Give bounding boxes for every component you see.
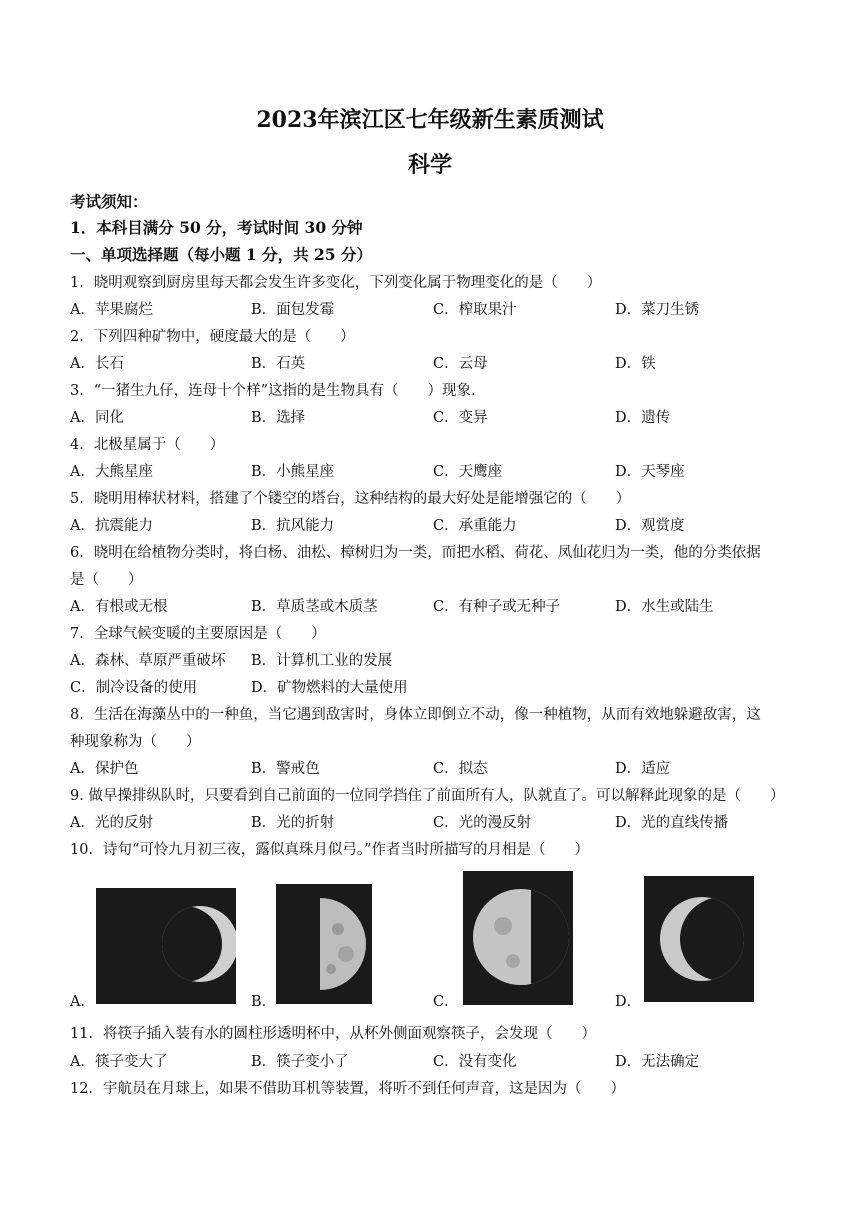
q1-option-b[interactable]: B．面包发霉 (251, 302, 335, 318)
question-8: 8．生活在海藻丛中的一种鱼，当它遇到敌害时，身体立即倒立不动，像一种植物，从而有效地躲避敌害，这 (70, 707, 761, 723)
q4-option-a[interactable]: A．大熊星座 (70, 464, 153, 480)
q5-option-a[interactable]: A．抗震能力 (70, 518, 153, 534)
question-8-cont: 种现象称为（ ） (70, 734, 201, 750)
q1-option-c[interactable]: C．榨取果汁 (433, 302, 517, 318)
q5-option-d[interactable]: D．观赏度 (615, 518, 685, 534)
q5-option-c[interactable]: C．承重能力 (433, 518, 517, 534)
q1-option-a[interactable]: A．苹果腐烂 (70, 302, 153, 318)
q6-option-a[interactable]: A．有根或无根 (70, 599, 168, 615)
q3-option-c[interactable]: C．变异 (433, 410, 488, 426)
q9-option-c[interactable]: C．光的漫反射 (433, 815, 532, 831)
q7-option-b[interactable]: B．计算机工业的发展 (251, 653, 393, 669)
q8-option-c[interactable]: C．拟态 (433, 761, 488, 777)
q9-option-b[interactable]: B．光的折射 (251, 815, 335, 831)
question-10: 10．诗句“可怜九月初三夜，露似真珠月似弓。”作者当时所描写的月相是（ ） (70, 842, 590, 858)
q10-option-a[interactable]: A． (70, 994, 95, 1010)
q10-option-d[interactable]: D． (615, 994, 642, 1010)
question-4: 4．北极星属于（ ） (70, 437, 225, 453)
gibbous-left-icon[interactable] (463, 871, 573, 1005)
question-11: 11．将筷子插入装有水的圆柱形透明杯中，从杯外侧面观察筷子，会发现（ ） (70, 1026, 596, 1042)
q4-option-b[interactable]: B．小熊星座 (251, 464, 335, 480)
q7-option-c[interactable]: C．制冷设备的使用 (70, 680, 198, 696)
notice-1: 1．本科目满分 50 分，考试时间 30 分钟 (70, 218, 363, 237)
q10-option-c[interactable]: C． (433, 994, 459, 1010)
question-6: 6．晓明在给植物分类时，将白杨、油松、樟树归为一类，而把水稻、荷花、凤仙花归为一类，他的分类依据 (70, 545, 761, 561)
q11-option-b[interactable]: B．筷子变小了 (251, 1054, 349, 1070)
q6-option-c[interactable]: C．有种子或无种子 (433, 599, 561, 615)
q4-option-c[interactable]: C．天鹰座 (433, 464, 503, 480)
thin-crescent-right-icon[interactable] (96, 888, 236, 1004)
q6-option-b[interactable]: B．草质茎或木质茎 (251, 599, 378, 615)
q9-option-d[interactable]: D．光的直线传播 (615, 815, 729, 831)
q4-option-d[interactable]: D．天琴座 (615, 464, 685, 480)
question-9: 9. 做早操排纵队时，只要看到自己前面的一位同学挡住了前面所有人，队就直了。可以解释此现象的是（ ） (70, 788, 785, 804)
q7-option-d[interactable]: D．矿物燃料的大量使用 (251, 680, 408, 696)
q8-option-b[interactable]: B．警戒色 (251, 761, 320, 777)
question-5: 5．晓明用棒状材料，搭建了个镂空的塔台，这种结构的最大好处是能增强它的（ ） (70, 491, 631, 507)
q2-option-b[interactable]: B．石英 (251, 356, 306, 372)
q7-option-a[interactable]: A．森林、草原严重破坏 (70, 653, 226, 669)
q11-option-a[interactable]: A．筷子变大了 (70, 1054, 168, 1070)
question-3: 3．“一猪生九仔，连母十个样”这指的是生物具有（ ）现象. (70, 383, 476, 399)
q2-option-a[interactable]: A．长石 (70, 356, 124, 372)
notice-heading: 考试须知： (70, 192, 148, 211)
q11-option-d[interactable]: D．无法确定 (615, 1054, 700, 1070)
q6-option-d[interactable]: D．水生或陆生 (615, 599, 714, 615)
crescent-left-icon[interactable] (644, 876, 754, 1002)
q5-option-b[interactable]: B．抗风能力 (251, 518, 335, 534)
half-moon-right-icon[interactable] (276, 884, 372, 1004)
question-7: 7．全球气候变暖的主要原因是（ ） (70, 626, 326, 642)
q3-option-b[interactable]: B．选择 (251, 410, 306, 426)
question-6-cont: 是（ ） (70, 572, 143, 588)
question-12: 12．宇航员在月球上，如果不借助耳机等装置，将听不到任何声音，这是因为（ ） (70, 1081, 625, 1097)
subject-title: 科学 (407, 152, 452, 178)
q8-option-d[interactable]: D．适应 (615, 761, 671, 777)
q11-option-c[interactable]: C．没有变化 (433, 1054, 517, 1070)
question-2: 2．下列四种矿物中，硬度最大的是（ ） (70, 329, 355, 345)
q1-option-d[interactable]: D．菜刀生锈 (615, 302, 700, 318)
q2-option-d[interactable]: D．铁 (615, 356, 656, 372)
section-heading: 一、单项选择题（每小题 1 分，共 25 分） (70, 245, 372, 264)
question-1: 1．晓明观察到厨房里每天都会发生许多变化，下列变化属于物理变化的是（ ） (70, 275, 602, 291)
q2-option-c[interactable]: C．云母 (433, 356, 488, 372)
q9-option-a[interactable]: A．光的反射 (70, 815, 153, 831)
exam-title: 2023年滨江区七年级新生素质测试 (256, 107, 604, 133)
q3-option-d[interactable]: D．遗传 (615, 410, 671, 426)
q8-option-a[interactable]: A．保护色 (70, 761, 139, 777)
q10-option-b[interactable]: B． (251, 994, 277, 1010)
q3-option-a[interactable]: A．同化 (70, 410, 124, 426)
